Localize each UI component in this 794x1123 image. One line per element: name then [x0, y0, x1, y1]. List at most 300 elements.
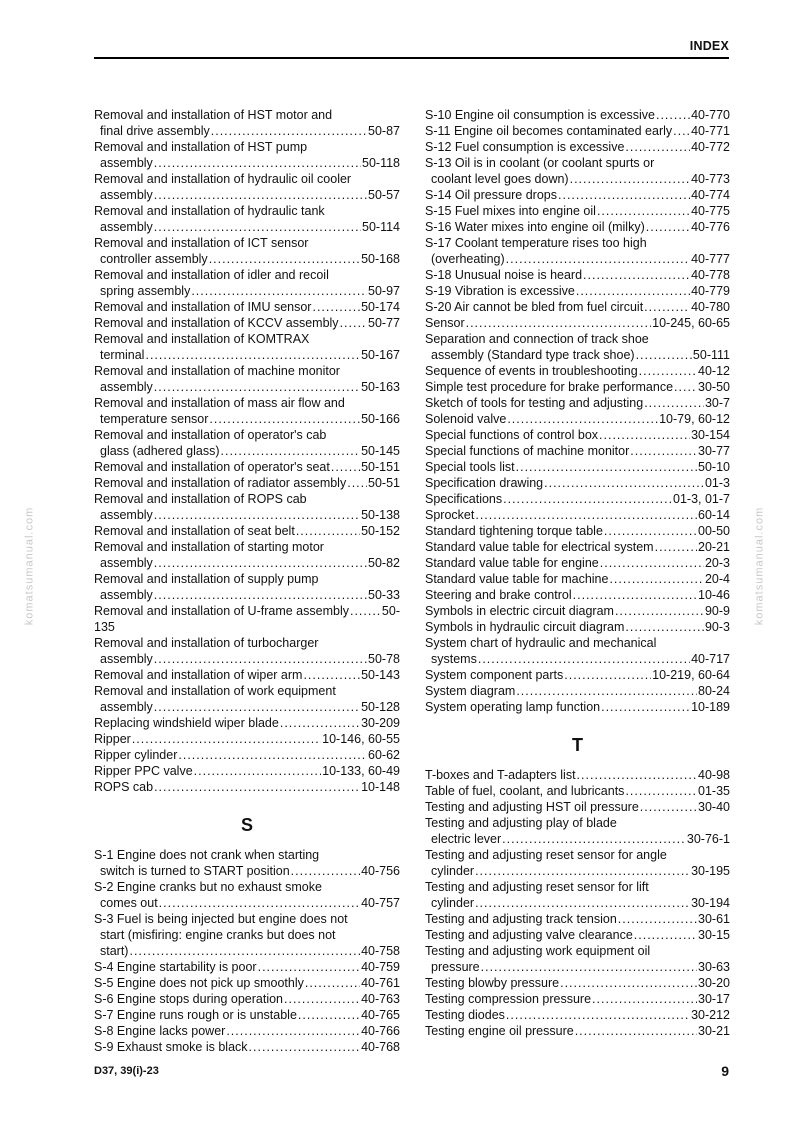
index-entry — [425, 555, 730, 571]
index-entry-page: 30-21 — [698, 1024, 730, 1038]
index-entry — [425, 587, 730, 603]
dot-leader — [154, 555, 367, 571]
index-entry — [425, 395, 730, 411]
dot-leader — [564, 667, 651, 683]
dot-leader — [194, 763, 322, 779]
index-entry-text: Removal and installation of supply pump — [94, 572, 319, 586]
index-entry-page: 50-168 — [361, 252, 400, 266]
index-entry — [425, 475, 730, 491]
index-entry-page: 50-33 — [368, 588, 400, 602]
index-entry-page: 50-163 — [361, 380, 400, 394]
dot-leader — [656, 107, 690, 123]
index-entry — [425, 1007, 730, 1023]
dot-leader — [625, 783, 697, 799]
index-entry-page: 10-148 — [361, 780, 400, 794]
index-entry — [425, 799, 730, 815]
index-entry-page: 10-79, 60-12 — [659, 412, 730, 426]
index-entry-text: Solenoid valve — [425, 412, 507, 426]
index-entry — [425, 523, 730, 539]
index-entry — [425, 619, 730, 635]
dot-leader — [305, 975, 360, 991]
index-entry-text: S-20 Air cannot be bled from fuel circuit — [425, 300, 644, 314]
dot-leader — [636, 347, 692, 363]
index-entry-text: Removal and installation of wiper arm — [94, 668, 303, 682]
index-entry-text: coolant level goes down) — [431, 172, 569, 186]
index-entry-page: 40-773 — [691, 172, 730, 186]
index-entry — [425, 123, 730, 139]
index-entry-page: 50-97 — [368, 284, 400, 298]
index-entry — [425, 299, 730, 315]
dot-leader — [350, 603, 381, 619]
index-entry-page: 40-12 — [698, 364, 730, 378]
index-entry-text: assembly — [100, 380, 153, 394]
index-entry-text: Sketch of tools for testing and adjusting — [425, 396, 644, 410]
index-entry-page: 40-765 — [361, 1008, 400, 1022]
index-entry — [94, 203, 400, 235]
dot-leader — [576, 283, 690, 299]
index-entry-text: S-8 Engine lacks power — [94, 1024, 226, 1038]
index-entry-text: Removal and installation of HST pump — [94, 140, 308, 154]
dot-leader — [644, 395, 704, 411]
index-entry-text: Removal and installation of U-frame assembly — [94, 604, 349, 618]
index-entry-text: Sensor — [425, 316, 465, 330]
index-entry — [425, 379, 730, 395]
index-entry-text: spring assembly — [100, 284, 191, 298]
dot-leader — [258, 959, 360, 975]
index-entry-page: 40-779 — [691, 284, 730, 298]
dot-leader — [211, 123, 367, 139]
index-entry-page: 50- — [381, 604, 400, 618]
index-entry — [425, 975, 730, 991]
index-entry — [425, 491, 730, 507]
index-entry — [425, 815, 730, 847]
dot-leader — [625, 139, 690, 155]
index-entry — [94, 1023, 400, 1039]
index-column-left — [94, 107, 400, 1055]
index-entry-text: temperature sensor — [100, 412, 209, 426]
index-entry — [425, 507, 730, 523]
index-entry — [425, 283, 730, 299]
dot-leader — [673, 123, 690, 139]
index-entry — [425, 331, 730, 363]
index-entry — [94, 315, 400, 331]
index-entry-text: assembly — [100, 556, 153, 570]
dot-leader — [209, 251, 360, 267]
index-entry-text: Removal and installation of hydraulic oil cooler — [94, 172, 352, 186]
index-entry-text: Testing and adjusting track tension — [425, 912, 617, 926]
index-entry-text: System component parts — [425, 668, 564, 682]
dot-leader — [221, 443, 361, 459]
index-entry-text: Special functions of machine monitor — [425, 444, 630, 458]
index-entry — [94, 107, 400, 139]
index-entry-text: T-boxes and T-adapters list — [425, 768, 576, 782]
index-entry — [94, 635, 400, 667]
index-entry-page: 50-145 — [361, 444, 400, 458]
index-entry-text: Testing diodes — [425, 1008, 505, 1022]
index-entry-page: 30-17 — [698, 992, 730, 1006]
index-entry-text: Removal and installation of work equipment — [94, 684, 336, 698]
index-entry-text: Removal and installation of hydraulic tank — [94, 204, 325, 218]
index-entry — [425, 879, 730, 911]
dot-leader — [280, 715, 360, 731]
index-entry-text: S-12 Fuel consumption is excessive — [425, 140, 625, 154]
index-entry-page: 30-40 — [698, 800, 730, 814]
page-header-title: INDEX — [689, 39, 729, 53]
index-entry-page: 40-758 — [361, 944, 400, 958]
index-entry-text: S-2 Engine cranks but no exhaust smoke — [94, 880, 322, 894]
index-entry — [425, 235, 730, 267]
watermark-right: komatsumanual.com — [753, 506, 766, 626]
index-entry-page: 50-114 — [362, 220, 400, 234]
dot-leader — [640, 799, 697, 815]
section-letter-t: T — [572, 735, 583, 755]
index-entry — [94, 763, 400, 779]
index-entry — [425, 139, 730, 155]
index-entry-page: 40-776 — [691, 220, 730, 234]
index-entry-page: 30-212 — [691, 1008, 730, 1022]
dot-leader — [599, 427, 690, 443]
index-entry-text: Sequence of events in troubleshooting — [425, 364, 638, 378]
index-entry — [425, 667, 730, 683]
index-entry — [94, 395, 400, 427]
index-entry-page: 50-152 — [361, 524, 400, 538]
index-entry-page: 60-14 — [698, 508, 730, 522]
index-entry — [94, 171, 400, 203]
dot-leader — [655, 539, 697, 555]
index-entry-text: Table of fuel, coolant, and lubricants — [425, 784, 625, 798]
index-entry-text: S-19 Vibration is excessive — [425, 284, 575, 298]
index-entry-page: 30-77 — [698, 444, 730, 458]
index-entry-text: Standard value table for electrical system — [425, 540, 654, 554]
index-entry — [94, 715, 400, 731]
dot-leader — [154, 651, 367, 667]
index-entry — [425, 767, 730, 783]
index-entry-page: 50-10 — [698, 460, 730, 474]
index-entry-page: 30-50 — [698, 380, 730, 394]
index-entry — [94, 779, 400, 795]
dot-leader — [249, 1039, 361, 1055]
index-entry-page: 30-76-1 — [686, 832, 730, 846]
dot-leader — [129, 943, 360, 959]
index-entry-text: Symbols in hydraulic circuit diagram — [425, 620, 625, 634]
index-entry-text: Ripper PPC valve — [94, 764, 193, 778]
index-entry-text: Removal and installation of radiator assembly — [94, 476, 347, 490]
index-entry — [94, 1039, 400, 1055]
index-entry-page: 40-772 — [691, 140, 730, 154]
index-entry-page: 30-61 — [698, 912, 730, 926]
index-entry — [425, 187, 730, 203]
dot-leader — [575, 1023, 697, 1039]
index-entry-page: 60-62 — [368, 748, 400, 762]
index-entry-text: Testing blowby pressure — [425, 976, 560, 990]
index-entry-text: assembly (Standard type track shoe) — [431, 348, 635, 362]
index-entry-text: assembly — [100, 188, 153, 202]
index-entry-text: Removal and installation of KOMTRAX — [94, 332, 310, 346]
index-entry-page: 80-24 — [698, 684, 730, 698]
dot-leader — [601, 699, 690, 715]
dot-leader — [634, 927, 697, 943]
index-entry — [94, 475, 400, 491]
index-entry — [425, 203, 730, 219]
index-entry-text: S-4 Engine startability is poor — [94, 960, 257, 974]
index-entry-text: S-17 Coolant temperature rises too high — [425, 236, 647, 250]
dot-leader — [481, 959, 697, 975]
section-spacer — [94, 837, 400, 847]
index-entry-page: 90-3 — [704, 620, 730, 634]
index-entry-text: switch is turned to START position — [100, 864, 290, 878]
index-entry — [425, 571, 730, 587]
index-entry-page: 40-771 — [691, 124, 730, 138]
index-entry-text: S-6 Engine stops during operation — [94, 992, 284, 1006]
index-entry-page: 01-3, 01-7 — [673, 492, 730, 506]
dot-leader — [154, 699, 360, 715]
index-entry — [425, 107, 730, 123]
index-entry-page: 10-133, 60-49 — [322, 764, 400, 778]
index-entry-text: assembly — [100, 156, 153, 170]
index-entry-text: controller assembly — [100, 252, 208, 266]
index-list-s-cont — [425, 107, 730, 715]
index-entry-text: S-5 Engine does not pick up smoothly — [94, 976, 304, 990]
dot-leader — [503, 491, 672, 507]
index-entry — [94, 267, 400, 299]
dot-leader — [583, 267, 690, 283]
index-entry-page: 30-194 — [691, 896, 730, 910]
index-entry — [94, 603, 400, 635]
dot-leader — [475, 507, 697, 523]
index-entry — [94, 879, 400, 911]
watermark-left: komatsumanual.com — [23, 506, 36, 626]
index-entry-text: Testing and adjusting valve clearance — [425, 928, 633, 942]
index-entry-text: Removal and installation of ROPS cab — [94, 492, 307, 506]
index-entry-page: 50-82 — [368, 556, 400, 570]
index-entry — [425, 927, 730, 943]
index-entry-text: Removal and installation of HST motor and — [94, 108, 333, 122]
index-entry — [94, 331, 400, 363]
index-entry-text: Specifications — [425, 492, 503, 506]
index-entry-text: Removal and installation of seat belt — [94, 524, 295, 538]
dot-leader — [159, 895, 360, 911]
dot-leader — [506, 1007, 690, 1023]
index-entry-page: 01-35 — [698, 784, 730, 798]
index-entry-page: 40-774 — [691, 188, 730, 202]
index-entry — [425, 911, 730, 927]
dot-leader — [340, 315, 367, 331]
dot-leader — [558, 187, 690, 203]
dot-leader — [296, 523, 360, 539]
index-entry-page: 30-15 — [698, 928, 730, 942]
index-entry-text: glass (adhered glass) — [100, 444, 220, 458]
index-entry-text: terminal — [100, 348, 145, 362]
index-entry-text: S-7 Engine runs rough or is unstable — [94, 1008, 297, 1022]
index-entry-text: Steering and brake control — [425, 588, 572, 602]
index-entry — [94, 363, 400, 395]
index-entry-page: 50-118 — [362, 156, 400, 170]
index-entry-text: System operating lamp function — [425, 700, 601, 714]
index-entry-text: Testing and adjusting play of blade — [425, 816, 617, 830]
index-entry — [94, 959, 400, 975]
index-entry-text: S-1 Engine does not crank when starting — [94, 848, 320, 862]
footer-page-number: 9 — [721, 1063, 729, 1079]
dot-leader — [154, 779, 360, 795]
index-entry — [425, 683, 730, 699]
index-entry — [94, 975, 400, 991]
dot-leader — [597, 203, 690, 219]
dot-leader — [630, 443, 697, 459]
index-entry-text: assembly — [100, 220, 153, 234]
index-entry-page: 40-770 — [691, 108, 730, 122]
index-entry-text: assembly — [100, 652, 153, 666]
dot-leader — [154, 187, 367, 203]
index-entry-page: 40-777 — [691, 252, 730, 266]
index-entry — [94, 427, 400, 459]
index-entry-text: S-10 Engine oil consumption is excessive — [425, 108, 655, 122]
dot-leader — [609, 571, 704, 587]
index-entry-text: electric lever — [431, 832, 502, 846]
index-entry — [94, 139, 400, 171]
index-column-right — [425, 107, 730, 1039]
index-entry-text: Specification drawing — [425, 476, 544, 490]
index-entry-page: 50-166 — [361, 412, 400, 426]
index-entry-text: S-3 Fuel is being injected but engine does not — [94, 912, 348, 926]
index-entry — [94, 667, 400, 683]
index-entry-text: S-16 Water mixes into engine oil (milky) — [425, 220, 645, 234]
dot-leader — [347, 475, 367, 491]
index-entry — [425, 443, 730, 459]
index-entry-text: Replacing windshield wiper blade — [94, 716, 279, 730]
index-entry-page: 40-717 — [691, 652, 730, 666]
index-entry-page: 40-761 — [361, 976, 400, 990]
dot-leader — [674, 379, 697, 395]
dot-leader — [191, 283, 367, 299]
dot-leader — [506, 251, 690, 267]
dot-leader — [178, 747, 367, 763]
header-rule — [94, 57, 729, 59]
section-spacer — [425, 715, 730, 733]
index-entry-text: S-15 Fuel mixes into engine oil — [425, 204, 596, 218]
index-entry-text: Testing and adjusting reset sensor for angle — [425, 848, 667, 862]
index-entry-page: 20-21 — [698, 540, 730, 554]
index-entry-page: 20-3 — [704, 556, 730, 570]
dot-leader — [466, 315, 652, 331]
index-entry — [425, 603, 730, 619]
index-entry — [94, 539, 400, 571]
index-entry-text: final drive assembly — [100, 124, 210, 138]
index-entry-text: assembly — [100, 508, 153, 522]
dot-leader — [516, 683, 697, 699]
index-entry-text: System chart of hydraulic and mechanical — [425, 636, 657, 650]
index-entry-text: S-14 Oil pressure drops — [425, 188, 558, 202]
index-entry — [94, 683, 400, 715]
index-entry — [94, 1007, 400, 1023]
index-entry-text: Removal and installation of IMU sensor — [94, 300, 312, 314]
index-entry-page: 50-138 — [361, 508, 400, 522]
index-entry-text: Removal and installation of ICT sensor — [94, 236, 309, 250]
index-entry-text: Testing engine oil pressure — [425, 1024, 574, 1038]
index-entry-text: Ripper — [94, 732, 131, 746]
index-list-t — [425, 767, 730, 1039]
index-entry-page: 30-63 — [698, 960, 730, 974]
index-entry-page: 01-3 — [704, 476, 730, 490]
index-entry-page: 40-768 — [361, 1040, 400, 1054]
index-entry-text: Standard tightening torque table — [425, 524, 603, 538]
index-entry — [94, 911, 400, 959]
index-list-r — [94, 107, 400, 795]
index-entry-page: 30-209 — [361, 716, 400, 730]
index-entry-text: (overheating) — [431, 252, 505, 266]
dot-leader — [132, 731, 321, 747]
index-entry — [425, 1023, 730, 1039]
index-entry-text: Simple test procedure for brake performance — [425, 380, 674, 394]
index-entry-page: 30-7 — [704, 396, 730, 410]
index-entry-text: Removal and installation of turbocharger — [94, 636, 319, 650]
index-entry-text: S-9 Exhaust smoke is black — [94, 1040, 248, 1054]
index-entry-text: Removal and installation of operator's seat — [94, 460, 330, 474]
index-entry-text: S-11 Engine oil becomes contaminated early — [425, 124, 673, 138]
index-entry — [94, 491, 400, 523]
dot-leader — [145, 347, 360, 363]
dot-leader — [544, 475, 704, 491]
index-entry-page: 40-763 — [361, 992, 400, 1006]
index-entry — [425, 943, 730, 975]
index-entry — [425, 155, 730, 187]
dot-leader — [502, 831, 686, 847]
dot-leader — [570, 171, 690, 187]
dot-leader — [154, 379, 360, 395]
index-entry-text: Sprocket — [425, 508, 475, 522]
index-entry-page-wrap: 135 — [94, 620, 115, 634]
index-entry-text: Symbols in electric circuit diagram — [425, 604, 614, 618]
index-entry-page: 30-195 — [691, 864, 730, 878]
index-entry — [94, 991, 400, 1007]
index-entry-text: Removal and installation of idler and recoil — [94, 268, 329, 282]
index-entry — [425, 635, 730, 667]
dot-leader — [331, 459, 360, 475]
index-entry-text: Removal and installation of starting motor — [94, 540, 324, 554]
index-entry-text: Standard value table for engine — [425, 556, 599, 570]
dot-leader — [516, 459, 697, 475]
dot-leader — [475, 863, 690, 879]
index-entry-text: Special functions of control box — [425, 428, 599, 442]
index-entry — [425, 539, 730, 555]
index-entry-page: 40-98 — [698, 768, 730, 782]
dot-leader — [646, 219, 690, 235]
index-entry-text: S-18 Unusual noise is heard — [425, 268, 583, 282]
index-entry-text: start) — [100, 944, 129, 958]
index-entry-page: 50-167 — [361, 348, 400, 362]
dot-leader — [154, 155, 361, 171]
index-entry-page: 40-766 — [361, 1024, 400, 1038]
index-list-s — [94, 847, 400, 1055]
index-entry-page: 50-128 — [361, 700, 400, 714]
index-entry-page: 30-20 — [698, 976, 730, 990]
index-entry-page: 50-87 — [368, 124, 400, 138]
index-entry — [94, 459, 400, 475]
index-entry — [425, 219, 730, 235]
dot-leader — [625, 619, 704, 635]
dot-leader — [618, 911, 697, 927]
index-entry-page: 10-46 — [698, 588, 730, 602]
index-entry-page: 40-757 — [361, 896, 400, 910]
index-entry-text: assembly — [100, 588, 153, 602]
index-entry — [425, 459, 730, 475]
index-entry-text: S-13 Oil is in coolant (or coolant spurts or — [425, 156, 655, 170]
dot-leader — [573, 587, 697, 603]
dot-leader — [615, 603, 704, 619]
index-entry-page: 10-146, 60-55 — [322, 732, 400, 746]
index-entry-page: 50-78 — [368, 652, 400, 666]
dot-leader — [560, 975, 697, 991]
dot-leader — [592, 991, 697, 1007]
